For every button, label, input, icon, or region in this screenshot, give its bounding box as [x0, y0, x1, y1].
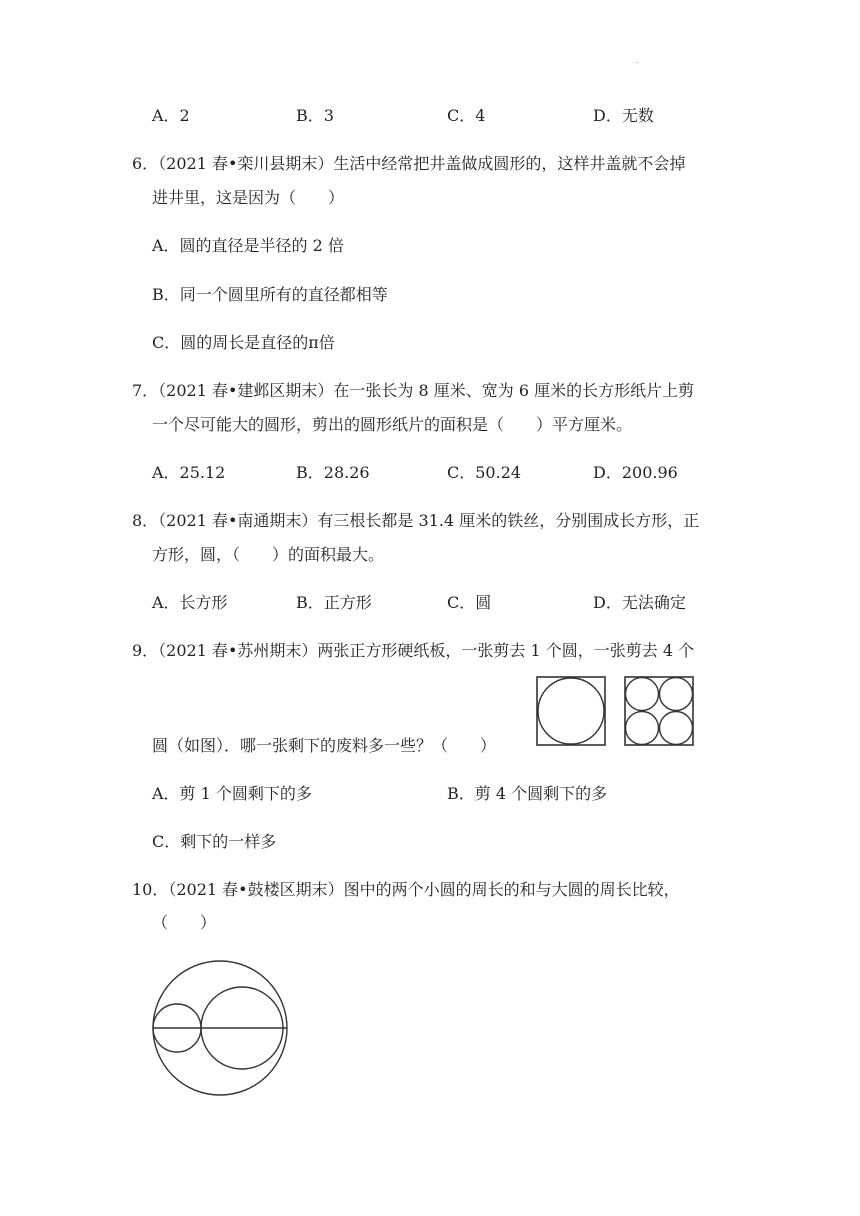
q9-option-a: A．剪 1 个圆剩下的多 — [152, 784, 312, 803]
q7-option-a: A．25.12 — [152, 463, 226, 482]
q9-stem-line1: 9．（2021 春•苏州期末）两张正方形硬纸板，一张剪去 1 个圆，一张剪去 4 个 — [132, 641, 695, 660]
q9-stem-line2: 圆（如图）．哪一张剩下的废料多一些？（ ） — [152, 736, 497, 755]
q7-option-b: B．28.26 — [296, 463, 370, 482]
q6-option-c: C．圆的周长是直径的π倍 — [152, 333, 335, 352]
q5-option-d: D．无数 — [593, 106, 654, 125]
q9-figure-four-circles — [624, 676, 696, 748]
q5-option-a: A．2 — [152, 106, 190, 125]
q5-option-c: C．4 — [447, 106, 486, 125]
q7-stem-line1: 7．（2021 春•建邺区期末）在一张长为 8 厘米、宽为 6 厘米的长方形纸片上剪 — [132, 381, 695, 400]
q6-stem-line1: 6．（2021 春•栾川县期末）生活中经常把井盖做成圆形的，这样井盖就不会掉 — [132, 154, 686, 173]
q6-stem-line2: 进井里，这是因为（ ） — [152, 188, 345, 207]
q8-stem-line2: 方形，圆，（ ）的面积最大。 — [152, 545, 385, 564]
q8-option-d: D．无法确定 — [593, 593, 686, 612]
q8-stem-line1: 8．（2021 春•南通期末）有三根长都是 31.4 厘米的铁丝，分别围成长方形，正 — [132, 511, 700, 530]
q6-option-a: A．圆的直径是半径的 2 倍 — [152, 236, 344, 255]
q7-stem-line2: 一个尽可能大的圆形，剪出的圆形纸片的面积是（ ）平方厘米。 — [152, 415, 633, 434]
q8-option-b: B．正方形 — [296, 593, 372, 612]
q10-stem-line2: （ ） — [152, 913, 217, 932]
q6-option-b: B．同一个圆里所有的直径都相等 — [152, 285, 388, 304]
header-mark: . — [636, 56, 639, 65]
q9-figure-one-circle — [536, 676, 606, 748]
q10-figure-circles — [150, 958, 290, 1098]
q8-option-a: A．长方形 — [152, 593, 228, 612]
q9-option-c: C．剩下的一样多 — [152, 832, 277, 851]
q10-stem-line1: 10．（2021 春•鼓楼区期末）图中的两个小圆的周长的和与大圆的周长比较， — [132, 880, 680, 899]
q5-option-b: B．3 — [296, 106, 334, 125]
q9-option-b: B．剪 4 个圆剩下的多 — [447, 784, 608, 803]
q7-option-d: D．200.96 — [593, 463, 678, 482]
q7-option-c: C．50.24 — [447, 463, 522, 482]
q8-option-c: C．圆 — [447, 593, 492, 612]
